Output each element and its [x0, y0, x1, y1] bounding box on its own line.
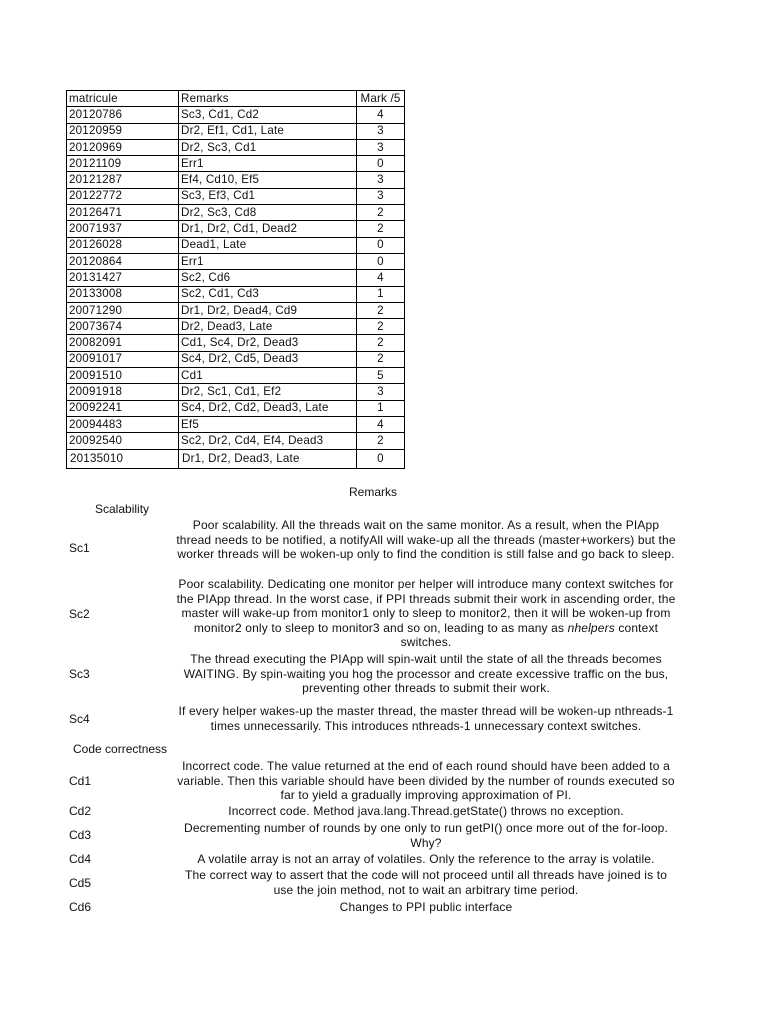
row-remarks: Sc3, Cd1, Cd2 [179, 107, 357, 123]
row-matricule: 20120786 [67, 107, 179, 123]
remark-text-sc2 [174, 577, 678, 650]
remark-text-cd5: The correct way to assert that the code will not proceed until all threads have joined is to use the join method, not to wait an arbitrary time period. [184, 868, 668, 897]
header-mark: Mark /5 [357, 91, 405, 107]
row-mark: 3 [357, 172, 405, 188]
row-matricule: 20120864 [67, 253, 179, 269]
header-remarks: Remarks [179, 91, 357, 107]
row-remarks: Dead1, Late [179, 237, 357, 253]
row-remarks: Ef4, Cd10, Ef5 [179, 172, 357, 188]
row-mark: 3 [357, 139, 405, 155]
remark-code-sc3: Sc3 [69, 667, 90, 681]
remark-text-sc3: The thread executing the PIApp will spin-wait until the state of all the threads becomes WAITING. By spin-waiting you hog the processor and create excessive traffic on the bus, preventing other threads to submit their work. [183, 652, 669, 695]
table-row [67, 416, 405, 432]
table-row [67, 107, 405, 123]
scalability-heading: Scalability [95, 502, 150, 516]
row-remarks: Cd1 [179, 368, 357, 384]
row-mark: 3 [357, 123, 405, 139]
remark-code-cd2: Cd2 [69, 804, 92, 818]
table-row [67, 123, 405, 139]
row-remarks: Dr1, Dr2, Dead4, Cd9 [179, 302, 357, 318]
row-matricule: 20126028 [67, 237, 179, 253]
row-matricule: 20121287 [67, 172, 179, 188]
row-matricule: 20092241 [67, 400, 179, 416]
table-row [67, 221, 405, 237]
remark-text-cd2: Incorrect code. Method java.lang.Thread.getState() throws no exception. [228, 804, 624, 818]
table-header-row [67, 91, 405, 107]
row-remarks: Ef5 [179, 416, 357, 432]
row-mark: 2 [357, 302, 405, 318]
remark-text-sc2-em: nhelpers [567, 620, 615, 635]
row-mark: 1 [357, 286, 405, 302]
header-matricule: matricule [67, 91, 179, 107]
row-mark: 0 [357, 156, 405, 172]
code-correctness-heading: Code correctness [73, 742, 168, 756]
table-row [67, 270, 405, 286]
row-matricule: 20131427 [67, 270, 179, 286]
remark-code-sc1: Sc1 [69, 541, 90, 555]
table-row [67, 286, 405, 302]
remark-code-sc4: Sc4 [69, 712, 90, 726]
remark-code-cd6: Cd6 [69, 900, 92, 914]
row-mark: 0 [357, 237, 405, 253]
row-remarks: Dr1, Dr2, Dead3, Late [179, 449, 357, 468]
row-remarks: Sc2, Cd6 [179, 270, 357, 286]
table-row [67, 188, 405, 204]
table-row [67, 335, 405, 351]
row-remarks: Dr1, Dr2, Cd1, Dead2 [179, 221, 357, 237]
table-row [67, 253, 405, 269]
row-mark: 2 [357, 351, 405, 367]
remark-code-sc2: Sc2 [69, 607, 90, 621]
remark-text-cd3: Decrementing number of rounds by one only to run getPI() once more out of the for-loop. Why? [184, 821, 668, 850]
table-row [67, 237, 405, 253]
row-matricule: 20133008 [67, 286, 179, 302]
table-row [67, 400, 405, 416]
marks-table-body [67, 91, 405, 469]
table-row [67, 384, 405, 400]
row-matricule: 20120969 [67, 139, 179, 155]
table-row [67, 139, 405, 155]
remark-text-cd4: A volatile array is not an array of volatiles. Only the reference to the array is volatile. [197, 852, 655, 866]
row-mark: 4 [357, 270, 405, 286]
row-matricule: 20122772 [67, 188, 179, 204]
table-row [67, 156, 405, 172]
row-mark: 4 [357, 107, 405, 123]
row-matricule: 20121109 [67, 156, 179, 172]
remark-code-cd4: Cd4 [69, 852, 92, 866]
row-remarks: Cd1, Sc4, Dr2, Dead3 [179, 335, 357, 351]
remark-code-cd3: Cd3 [69, 828, 92, 842]
remark-text-cd1: Incorrect code. The value returned at the end of each round should have been added to a variable. Then this variable should have been divided by the number of rounds executed so far to yield a gradually improving approximation of PI. [177, 759, 675, 802]
row-remarks: Dr2, Ef1, Cd1, Late [179, 123, 357, 139]
remark-text-sc1: Poor scalability. All the threads wait on the same monitor. As a result, when the PIApp thread needs to be notified, a notifyAll will wake-up all the threads (master+workers) but the worker threads will be woken-up only to find the condition is still false and go back to sleep. [176, 518, 676, 561]
marks-table [66, 90, 405, 469]
row-remarks: Sc2, Cd1, Cd3 [179, 286, 357, 302]
remark-text-sc2-main: Poor scalability. Dedicating one monitor per helper will introduce many context switches for the PIApp thread. In the worst case, if PPI threads submit their work in ascending order, the master will wake-up from monitor1 only to sleep to monitor2, then it will be woken-up from monitor2 only to sleep to monitor3 and so on, leading to as many as [176, 577, 676, 635]
row-matricule: 20071290 [67, 302, 179, 318]
row-matricule: 20092540 [67, 433, 179, 449]
row-remarks: Err1 [179, 156, 357, 172]
row-remarks: Dr2, Sc3, Cd8 [179, 205, 357, 221]
row-remarks: Dr2, Sc3, Cd1 [179, 139, 357, 155]
table-row [67, 319, 405, 335]
remark-text-cd6: Changes to PPI public interface [339, 900, 513, 914]
row-mark: 2 [357, 205, 405, 221]
row-remarks: Sc4, Dr2, Cd5, Dead3 [179, 351, 357, 367]
table-row [67, 351, 405, 367]
row-mark: 2 [357, 335, 405, 351]
table-row [67, 172, 405, 188]
table-row [67, 302, 405, 318]
row-mark: 2 [357, 433, 405, 449]
row-mark: 3 [357, 188, 405, 204]
row-mark: 5 [357, 368, 405, 384]
row-remarks: Sc2, Dr2, Cd4, Ef4, Dead3 [179, 433, 357, 449]
remark-text-sc2-tail: context switches. [400, 620, 659, 649]
row-remarks: Dr2, Dead3, Late [179, 319, 357, 335]
row-remarks: Err1 [179, 253, 357, 269]
row-mark: 0 [357, 253, 405, 269]
remark-text-sc4: If every helper wakes-up the master thread, the master thread will be woken-up nthreads-1 times unnecessarily. This introduces nthreads-1 unnecessary context switches. [178, 704, 674, 733]
row-matricule: 20135010 [67, 449, 179, 468]
table-row [67, 368, 405, 384]
row-matricule: 20073674 [67, 319, 179, 335]
row-remarks: Sc4, Dr2, Cd2, Dead3, Late [179, 400, 357, 416]
row-remarks: Dr2, Sc1, Cd1, Ef2 [179, 384, 357, 400]
row-matricule: 20082091 [67, 335, 179, 351]
row-mark: 1 [357, 400, 405, 416]
table-row [67, 449, 405, 468]
row-mark: 0 [357, 449, 405, 468]
remark-code-cd5: Cd5 [69, 876, 92, 890]
row-matricule: 20094483 [67, 416, 179, 432]
remark-code-cd1: Cd1 [69, 774, 92, 788]
remarks-heading: Remarks [349, 485, 398, 499]
row-matricule: 20126471 [67, 205, 179, 221]
row-matricule: 20071937 [67, 221, 179, 237]
row-mark: 4 [357, 416, 405, 432]
row-matricule: 20091510 [67, 368, 179, 384]
row-remarks: Sc3, Ef3, Cd1 [179, 188, 357, 204]
row-matricule: 20120959 [67, 123, 179, 139]
row-mark: 2 [357, 319, 405, 335]
table-row [67, 205, 405, 221]
row-matricule: 20091017 [67, 351, 179, 367]
row-mark: 2 [357, 221, 405, 237]
row-mark: 3 [357, 384, 405, 400]
row-matricule: 20091918 [67, 384, 179, 400]
table-row [67, 433, 405, 449]
